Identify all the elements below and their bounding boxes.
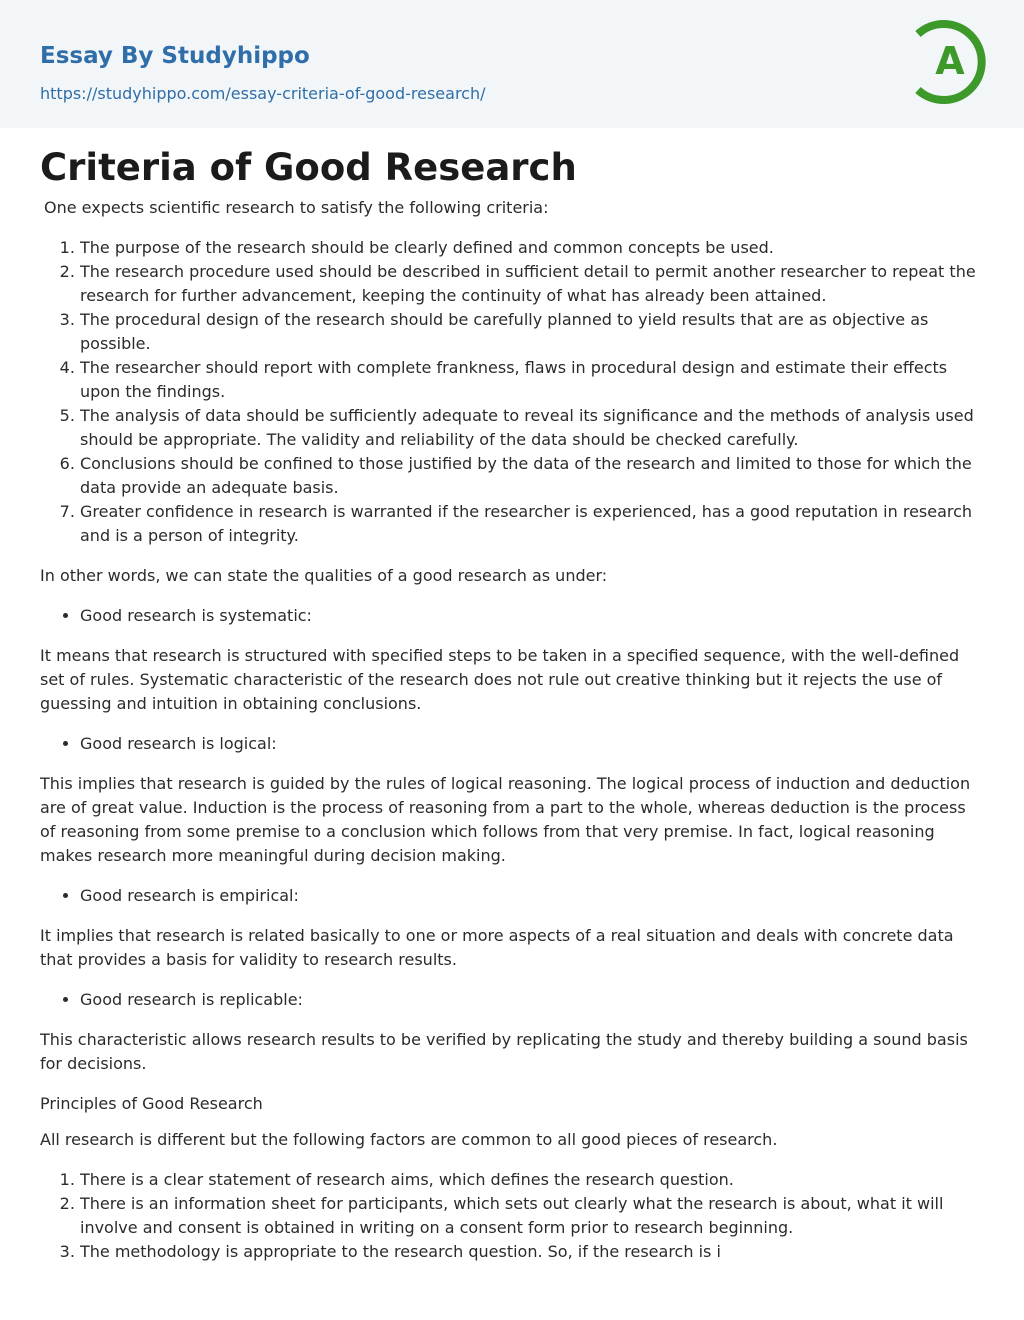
site-header	[0, 0, 1024, 128]
site-brand[interactable]: Essay By Studyhippo	[40, 43, 310, 69]
principles-intro: All research is different but the following factors are common to all good pieces of research.	[40, 1130, 778, 1149]
page-title: Criteria of Good Research	[40, 146, 577, 189]
quality-bullet-list	[40, 884, 984, 908]
paragraph: It implies that research is related basically to one or more aspects of a real situation and deals with concrete data that provides a basis for validity to research results.	[40, 926, 954, 969]
intro-text: One expects scientific research to satisfy the following criteria:	[44, 198, 549, 217]
list-item: 1. There is a clear statement of research aims, which defines the research question.	[80, 1168, 984, 1192]
qualities-intro: In other words, we can state the qualities of a good research as under:	[40, 566, 608, 585]
list-item: 2. There is an information sheet for participants, which sets out clearly what the research is about, what it will involve and consent is obtained in writing on a consent form prior to research beginning.	[80, 1192, 984, 1240]
logo-letter: A	[935, 39, 965, 83]
quality-bullet-list	[40, 604, 984, 628]
list-item: 3. The methodology is appropriate to the research question. So, if the research is i	[80, 1240, 984, 1264]
paragraph: This characteristic allows research results to be verified by replicating the study and thereby building a sound basis for decisions.	[40, 1030, 968, 1073]
list-item: 4. The researcher should report with complete frankness, flaws in procedural design and estimate their effects upon the findings.	[80, 356, 984, 404]
essay-url-link[interactable]: https://studyhippo.com/essay-criteria-of-good-research/	[40, 84, 486, 103]
list-item: • Good research is empirical:	[80, 884, 984, 908]
paragraph: It means that research is structured with specified steps to be taken in a specified sequence, with the well-defined set of rules. Systematic characteristic of the research does not rule out creative thinking but it rejects the use of guessing and intuition in obtaining conclusions.	[40, 646, 960, 713]
list-item: 3. The procedural design of the research should be carefully planned to yield results that are as objective as possible.	[80, 308, 984, 356]
logo[interactable]	[910, 18, 988, 106]
quality-bullet-list	[40, 732, 984, 756]
paragraph: This implies that research is guided by the rules of logical reasoning. The logical process of induction and deduction are of great value. Induction is the process of reasoning from a part to the whole, whereas deduction is the process of reasoning from some premise to a conclusion which follows from that very premise. In fact, logical reasoning makes research more meaningful during decision making.	[40, 774, 971, 865]
list-item: 5. The analysis of data should be sufficiently adequate to reveal its significance and the methods of analysis used should be appropriate. The validity and reliability of the data should be checked carefully.	[80, 404, 984, 452]
list-item: • Good research is logical:	[80, 732, 984, 756]
list-item: 6. Conclusions should be confined to those justified by the data of the research and limited to those for which the data provide an adequate basis.	[80, 452, 984, 500]
section-heading: Principles of Good Research	[40, 1094, 263, 1113]
list-item: 7. Greater confidence in research is warranted if the researcher is experienced, has a good reputation in research and is a person of integrity.	[80, 500, 984, 548]
list-item: 2. The research procedure used should be described in sufficient detail to permit another researcher to repeat the research for further advancement, keeping the continuity of what has already been attained.	[80, 260, 984, 308]
principles-list	[40, 1168, 984, 1264]
article	[40, 140, 984, 1280]
list-item: • Good research is systematic:	[80, 604, 984, 628]
list-item: 1. The purpose of the research should be clearly defined and common concepts be used.	[80, 236, 984, 260]
quality-bullet-list	[40, 988, 984, 1012]
criteria-list	[40, 236, 984, 548]
list-item: • Good research is replicable:	[80, 988, 984, 1012]
